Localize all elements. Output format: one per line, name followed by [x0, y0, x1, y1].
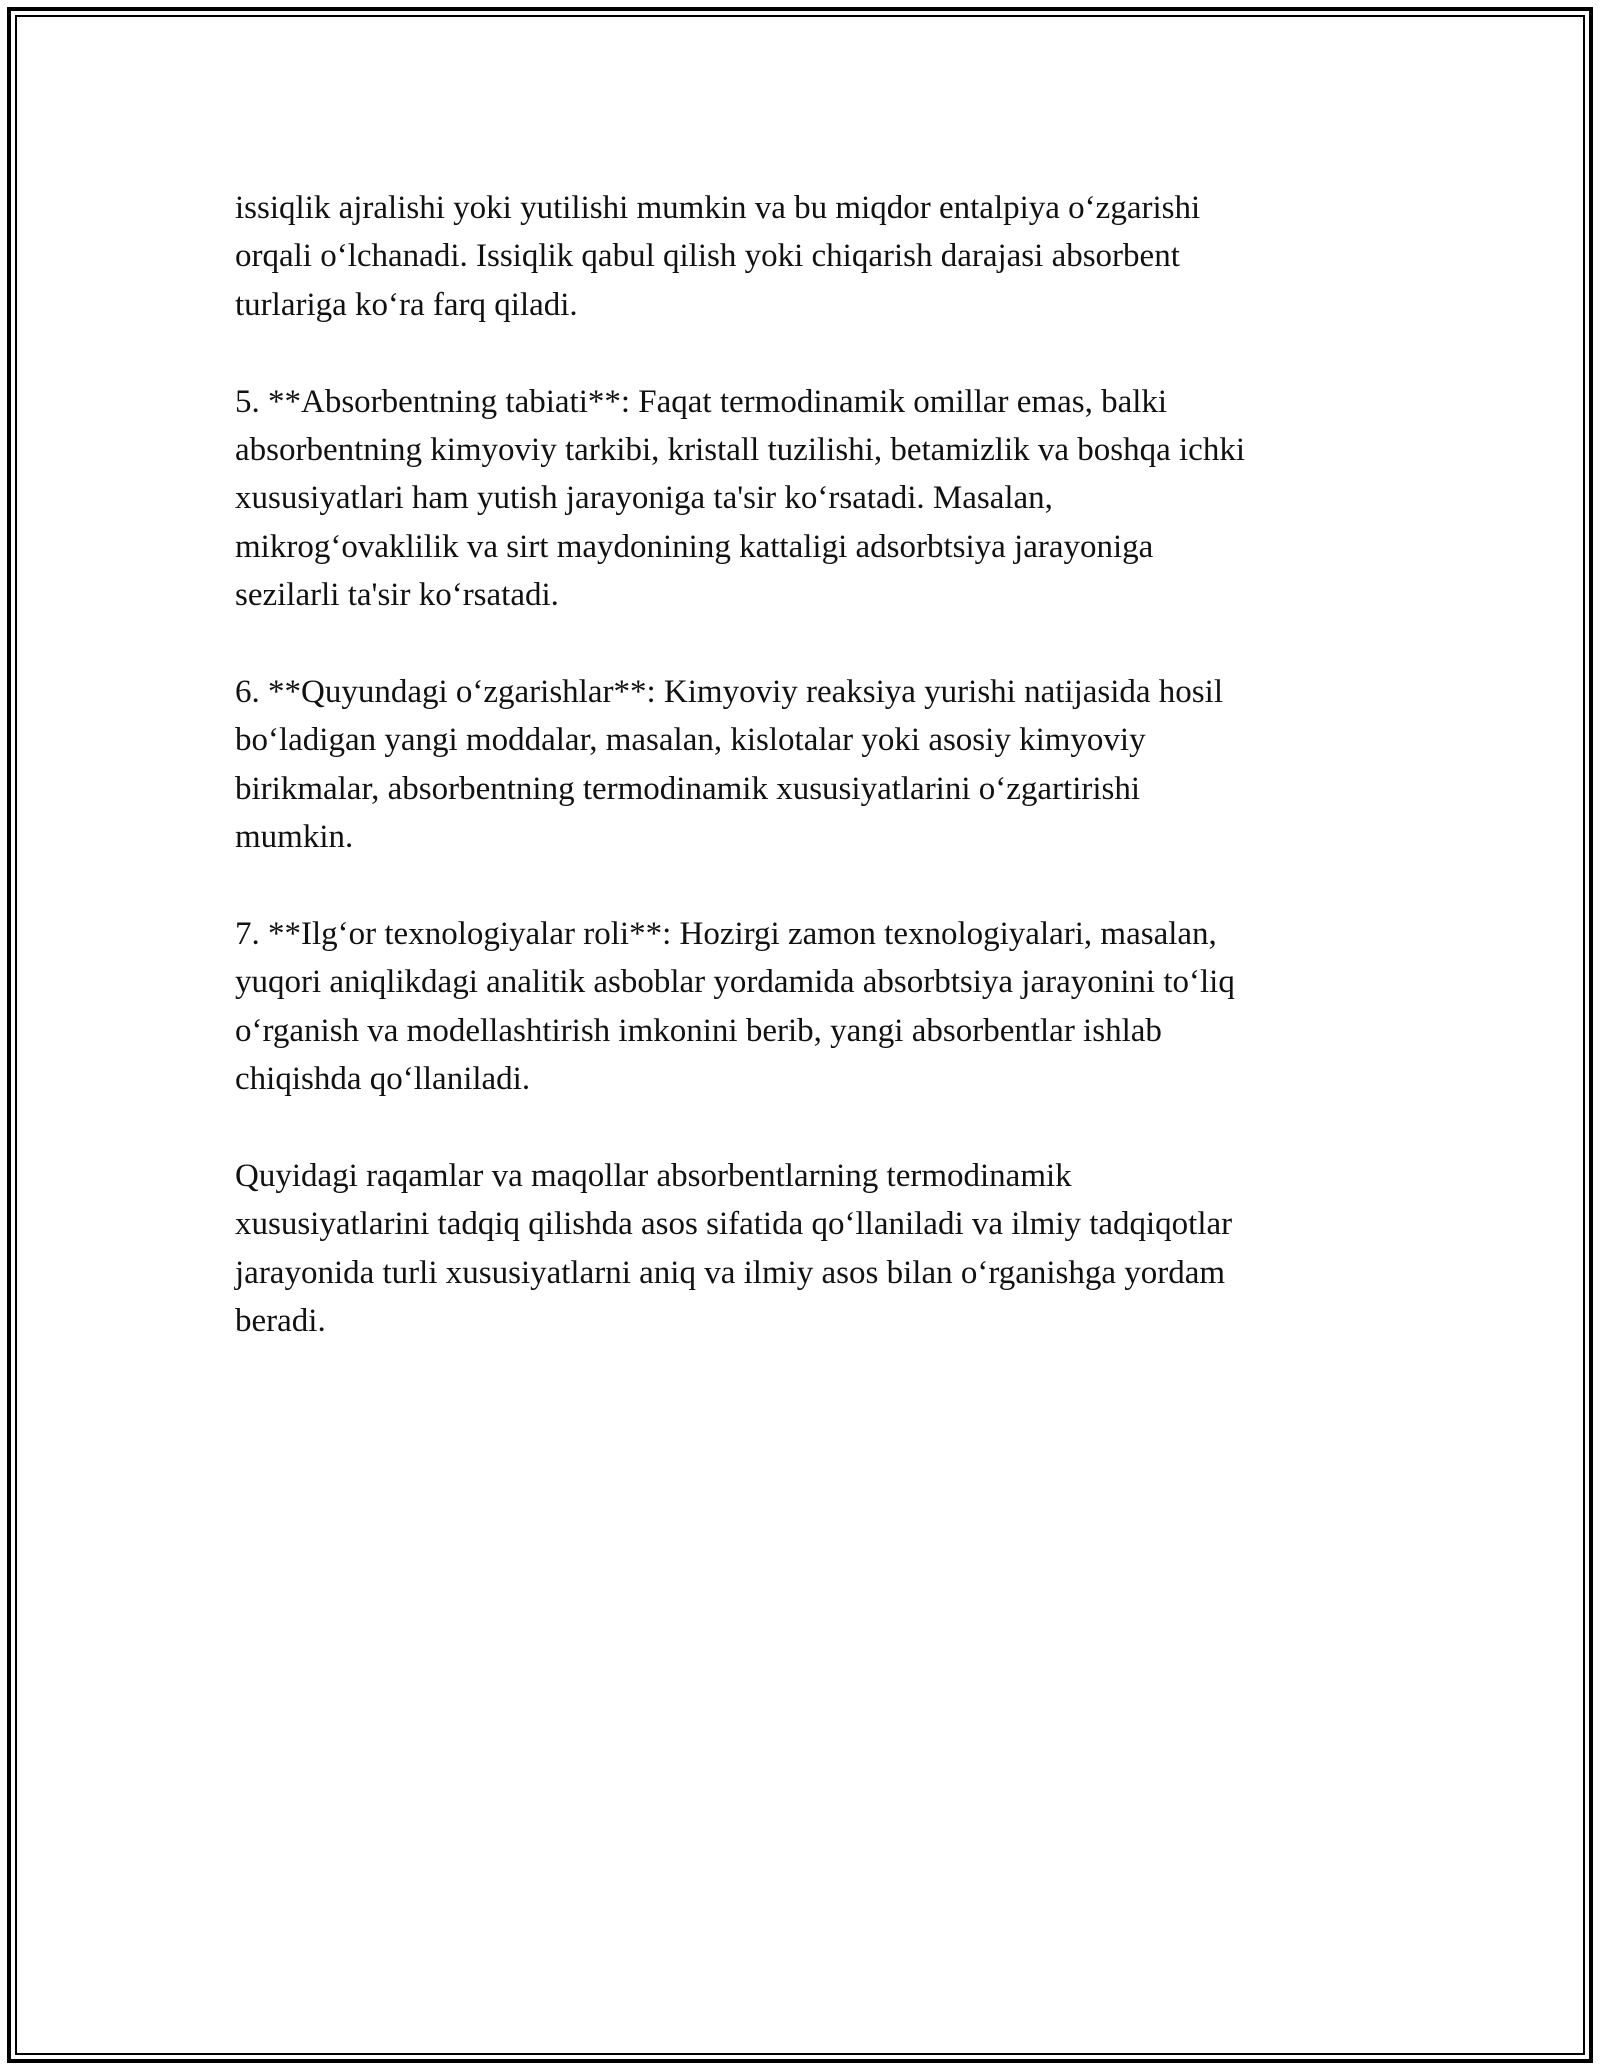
paragraph-absorbent-nature: 5. **Absorbentning tabiati**: Faqat termodinamik omillar emas, balki absorbentning kimyoviy tarkibi, kristall tuzilishi, betamizlik va boshqa ichki xususiyatlari ham yutish jarayoniga ta'sir ko‘rsatadi. Masalan, mikrog‘ovaklilik va sirt maydonining kattaligi adsorbtsiya jarayoniga sezilarli ta'sir ko‘rsatadi.: [235, 383, 1245, 614]
document-body: [235, 184, 1365, 1394]
paragraph-conclusion: Quyidagi raqamlar va maqollar absorbentlarning termodinamik xususiyatlarini tadqiq qilishda asos sifatida qo‘llaniladi va ilmiy tadqiqotlar jarayonida turli xususiyatlarni aniq va ilmiy asos bilan o‘rganishga yordam beradi.: [235, 1158, 1233, 1340]
paragraph-enthalpy: issiqlik ajralishi yoki yutilishi mumkin va bu miqdor entalpiya o‘zgarishi orqali o‘lchanadi. Issiqlik qabul qilish yoki chiqarish darajasi absorbent turlariga ko‘ra farq qiladi.: [235, 190, 1201, 323]
paragraph-changes: 6. **Quyundagi o‘zgarishlar**: Kimyoviy reaksiya yurishi natijasida hosil bo‘ladigan yangi moddalar, masalan, kislotalar yoki asosiy kimyoviy birikmalar, absorbentning termodinamik xususiyatlarini o‘zgartirishi mumkin.: [235, 674, 1223, 856]
paragraph-technologies: 7. **Ilg‘or texnologiyalar roli**: Hozirgi zamon texnologiyalari, masalan, yuqori aniqlikdagi analitik asboblar yordamida absorbtsiya jarayonini to‘liq o‘rganish va modellashtirish imkonini berib, yangi absorbentlar ishlab chiqishda qo‘llaniladi.: [235, 916, 1235, 1098]
